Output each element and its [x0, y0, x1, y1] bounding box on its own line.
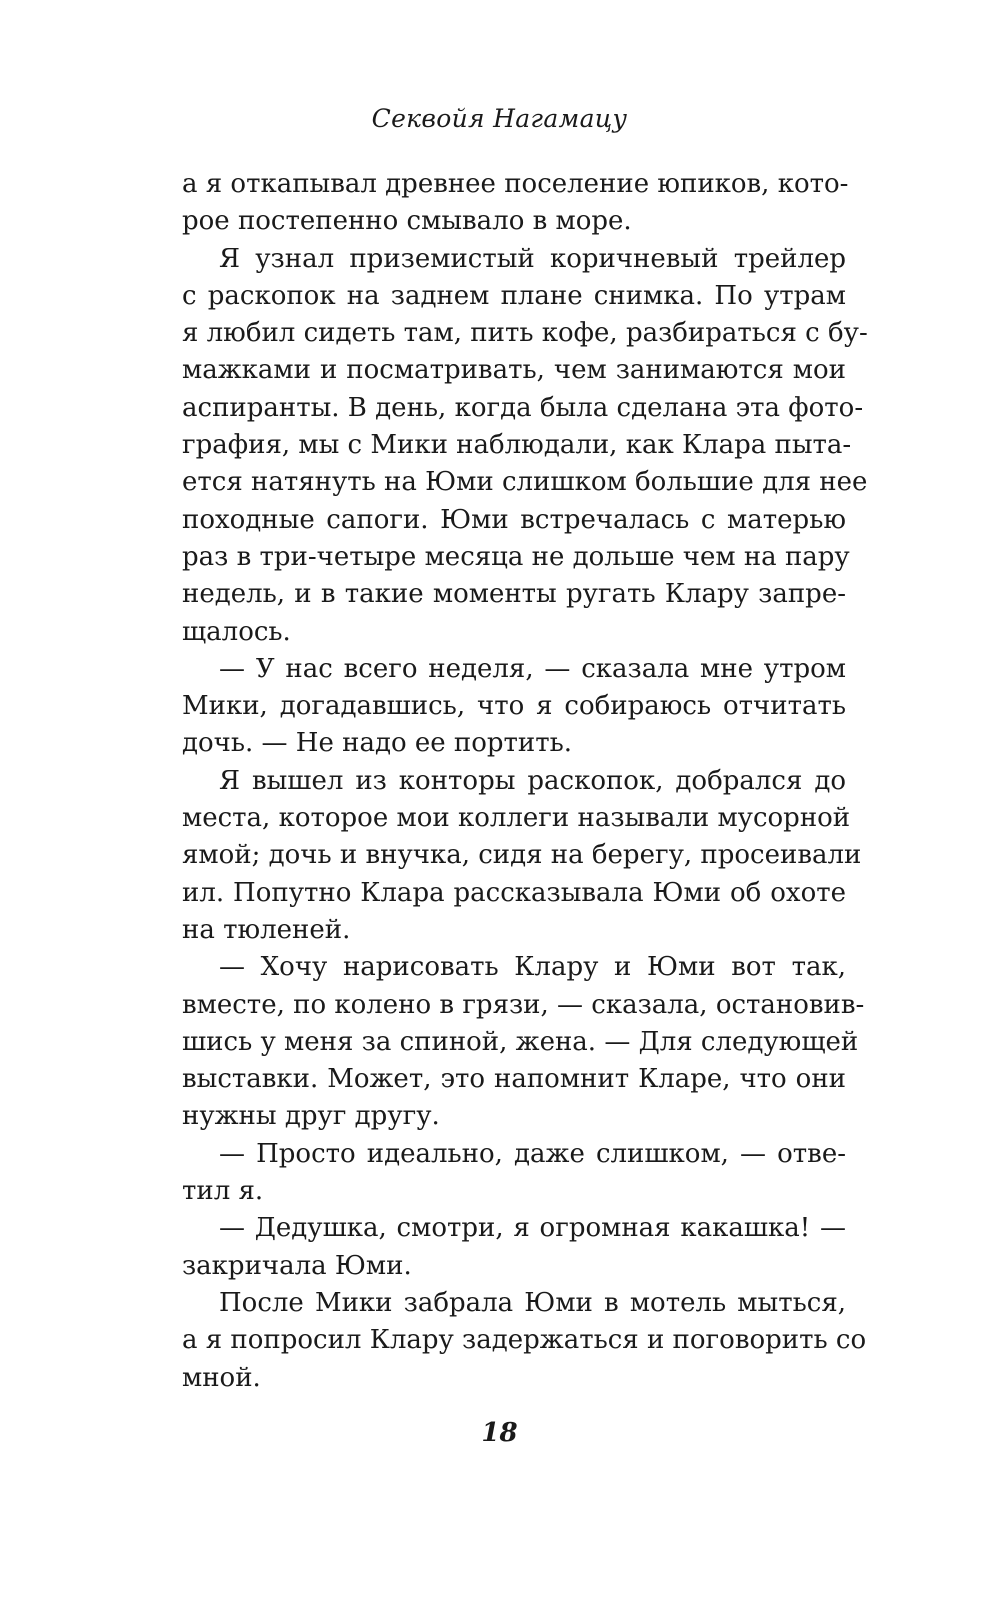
text-line: рое постепенно смывало в море.	[182, 206, 632, 237]
text-line: а я откапывал древнее поселение юпиков, кото-	[182, 169, 849, 199]
text-line: — Дедушка, смотри, я огромная какашка! —	[219, 1213, 846, 1244]
text-line: аспиранты. В день, когда была сделана эта фото-	[182, 392, 864, 423]
text-line: закричала Юми.	[182, 1250, 412, 1281]
text-line: места, которое мои коллеги называли мусорной	[182, 803, 851, 834]
page-number: 18	[481, 1418, 518, 1448]
text-line: ется натянуть на Юми слишком большие для нее	[182, 467, 868, 498]
text-line: шись у меня за спиной, жена. — Для следующей	[182, 1026, 859, 1057]
text-line: — Хочу нарисовать Клару и Юми вот так,	[219, 952, 846, 983]
text-line: я любил сидеть там, пить кофе, разбираться с бу-	[182, 318, 868, 349]
text-line: а я попросил Клару задержаться и поговорить со	[182, 1325, 867, 1356]
text-line: ямой; дочь и внучка, сидя на берегу, просеивали	[182, 840, 862, 871]
text-line: Мики, догадавшись, что я собираюсь отчитать	[182, 691, 846, 722]
body-text	[182, 166, 868, 1397]
text-line: с раскопок на заднем плане снимка. По утрам	[182, 280, 846, 311]
text-line: мажками и посматривать, чем занимаются мои	[182, 355, 846, 386]
text-line: После Мики забрала Юми в мотель мыться,	[219, 1287, 846, 1318]
text-line: Я узнал приземистый коричневый трейлер	[219, 243, 846, 274]
text-line: на тюленей.	[182, 914, 351, 945]
text-line: походные сапоги. Юми встречалась с матерью	[182, 504, 846, 535]
text-line: дочь. — Не надо ее портить.	[182, 728, 573, 759]
text-line: ил. Попутно Клара рассказывала Юми об охоте	[182, 877, 846, 908]
text-line: нужны друг другу.	[182, 1101, 440, 1132]
running-header-title: Секвойя Нагамацу	[371, 104, 628, 133]
text-line: щалось.	[182, 616, 291, 647]
text-line: выставки. Может, это напомнит Кларе, что они	[182, 1064, 846, 1095]
text-line: — У нас всего неделя, — сказала мне утром	[219, 653, 846, 684]
text-line: мной.	[182, 1362, 261, 1393]
text-line: графия, мы с Мики наблюдали, как Клара пыта-	[182, 430, 852, 461]
text-line: вместе, по колено в грязи, — сказала, остановив-	[182, 989, 865, 1020]
text-line: раз в три-четыре месяца не дольше чем на пару	[182, 541, 850, 572]
text-line: — Просто идеально, даже слишком, — отве-	[219, 1138, 846, 1169]
text-line: Я вышел из конторы раскопок, добрался до	[219, 765, 846, 796]
text-line: недель, и в такие моменты ругать Клару запре-	[182, 579, 846, 610]
text-line: тил я.	[182, 1176, 264, 1207]
